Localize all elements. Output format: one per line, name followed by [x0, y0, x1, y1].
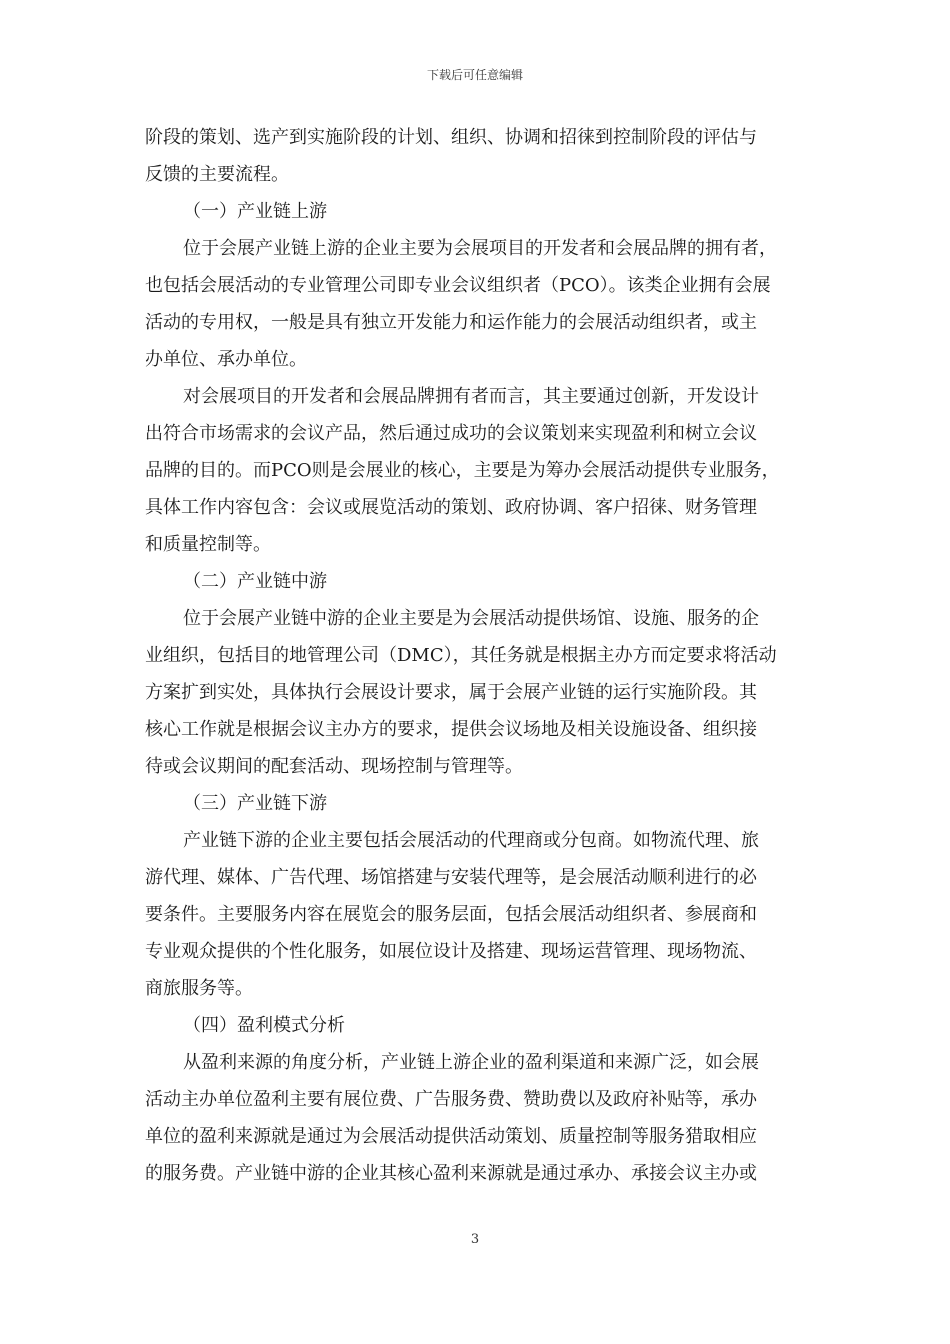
paragraph-line: 要条件。主要服务内容在展览会的服务层面，包括会展活动组织者、参展商和	[145, 904, 757, 925]
section-heading: （三）产业链下游	[183, 793, 327, 814]
paragraph	[145, 600, 807, 785]
paragraph-line: 阶段的策划、选产到实施阶段的计划、组织、协调和招徕到控制阶段的评估与	[145, 127, 757, 148]
page-header: 下载后可任意编辑	[426, 68, 523, 82]
paragraph-line: 单位的盈利来源就是通过为会展活动提供活动策划、质量控制等服务猎取相应	[145, 1126, 757, 1147]
paragraph-line: 从盈利来源的角度分析，产业链上游企业的盈利渠道和来源广泛，如会展	[183, 1052, 759, 1073]
paragraph-line: 位于会展产业链上游的企业主要为会展项目的开发者和会展品牌的拥有者，	[183, 238, 777, 259]
paragraph-line: 出符合市场需求的会议产品，然后通过成功的会议策划来实现盈利和树立会议	[145, 423, 757, 444]
paragraph	[145, 119, 807, 193]
paragraph-line: 游代理、媒体、广告代理、场馆搭建与安装代理等，是会展活动顺利进行的必	[145, 867, 757, 888]
paragraph-line: 产业链下游的企业主要包括会展活动的代理商或分包商。如物流代理、旅	[183, 830, 759, 851]
paragraph-line: 核心工作就是根据会议主办方的要求，提供会议场地及相关设施设备、组织接	[145, 719, 757, 740]
paragraph	[145, 822, 807, 1007]
page-number: 3	[470, 1232, 480, 1247]
paragraph-line: 和质量控制等。	[145, 534, 271, 555]
section-heading: （四）盈利模式分析	[183, 1015, 345, 1036]
paragraph-line: 商旅服务等。	[145, 978, 253, 999]
paragraph-line: 办单位、承办单位。	[145, 349, 307, 370]
paragraph-line: 待或会议期间的配套活动、现场控制与管理等。	[145, 756, 523, 777]
paragraph-line: 活动的专用权，一般是具有独立开发能力和运作能力的会展活动组织者，或主	[145, 312, 757, 333]
paragraph-line: 位于会展产业链中游的企业主要是为会展活动提供场馆、设施、服务的企	[183, 608, 759, 629]
paragraph-line: 具体工作内容包含：会议或展览活动的策划、政府协调、客户招徕、财务管理	[145, 497, 757, 518]
paragraph-line: 也包括会展活动的专业管理公司即专业会议组织者（PCO）。该类企业拥有会展	[145, 275, 771, 296]
section-heading: （一）产业链上游	[183, 201, 327, 222]
document-body	[145, 119, 807, 1192]
section-heading: （二）产业链中游	[183, 571, 327, 592]
paragraph-line: 反馈的主要流程。	[145, 164, 289, 185]
paragraph	[145, 378, 807, 563]
paragraph-line: 业组织，包括目的地管理公司（DMC），其任务就是根据主办方而定要求将活动	[145, 645, 777, 666]
paragraph-line: 对会展项目的开发者和会展品牌拥有者而言，其主要通过创新，开发设计	[183, 386, 759, 407]
paragraph-line: 的服务费。产业链中游的企业其核心盈利来源就是通过承办、承接会议主办或	[145, 1163, 757, 1184]
paragraph	[145, 230, 807, 378]
paragraph-line: 专业观众提供的个性化服务，如展位设计及搭建、现场运营管理、现场物流、	[145, 941, 757, 962]
paragraph-line: 品牌的目的。而PCO则是会展业的核心，主要是为筹办会展活动提供专业服务，	[145, 460, 780, 481]
paragraph-line: 活动主办单位盈利主要有展位费、广告服务费、赞助费以及政府补贴等，承办	[145, 1089, 757, 1110]
paragraph-line: 方案扩到实处，具体执行会展设计要求，属于会展产业链的运行实施阶段。其	[145, 682, 757, 703]
paragraph	[145, 1044, 807, 1192]
